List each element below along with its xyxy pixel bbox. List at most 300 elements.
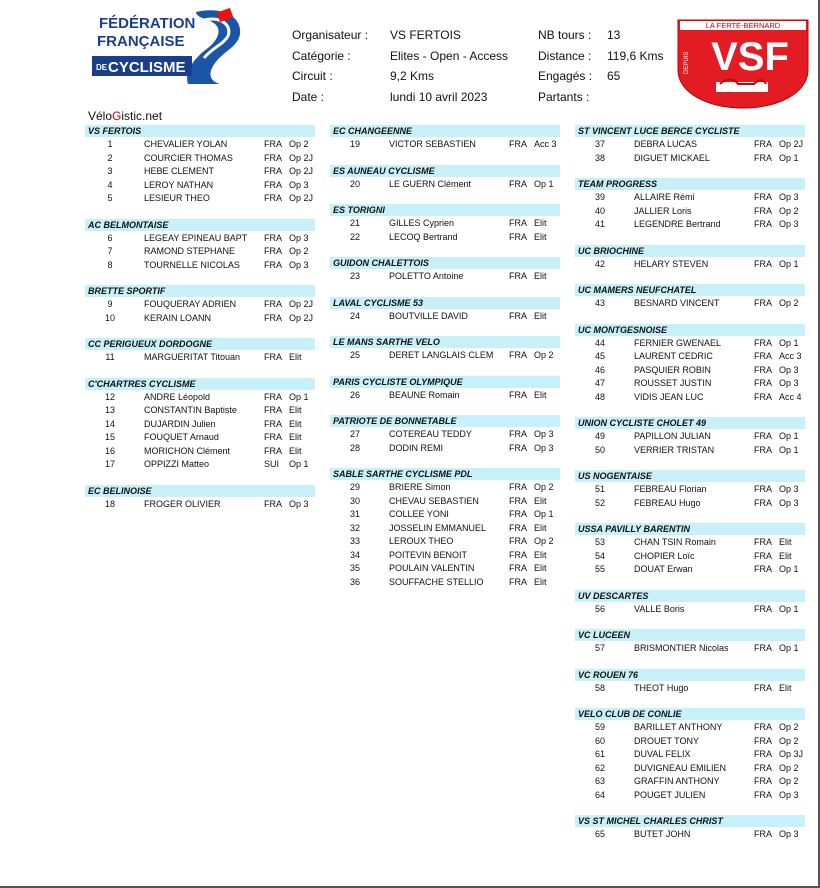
rider-category: Op 2 bbox=[289, 246, 309, 256]
bib-number: 15 bbox=[104, 432, 115, 442]
rider-category: Elit bbox=[779, 682, 792, 693]
rider-row bbox=[330, 231, 560, 245]
rider-category: Op 2J bbox=[289, 299, 314, 309]
rider-row bbox=[330, 270, 560, 284]
rider-nationality: FRA bbox=[509, 350, 527, 360]
rider-row bbox=[575, 748, 805, 762]
bib-number: 62 bbox=[594, 762, 605, 773]
rider-row bbox=[575, 430, 805, 444]
rider-name: POUGET JULIEN bbox=[634, 789, 706, 800]
bib-number: 55 bbox=[594, 564, 605, 574]
rider-category: Elit bbox=[534, 522, 547, 533]
rider-category: Elit bbox=[534, 576, 547, 587]
rider-row bbox=[330, 138, 560, 152]
rider-name: CONSTANTIN Baptiste bbox=[144, 405, 237, 415]
info-value: lundi 10 avril 2023 bbox=[390, 90, 488, 104]
bib-number: 45 bbox=[594, 351, 605, 361]
bib-number: 29 bbox=[349, 482, 360, 492]
rider-nationality: FRA bbox=[754, 776, 772, 786]
rider-name: ANDRE Léopold bbox=[144, 391, 211, 402]
vsf-side-text: DEPUIS bbox=[684, 51, 690, 74]
rider-nationality: FRA bbox=[509, 522, 527, 533]
team-block bbox=[330, 336, 560, 363]
team-name: GUIDON CHALETTOIS bbox=[330, 257, 560, 269]
rider-category: Elit bbox=[534, 563, 547, 573]
team-block bbox=[575, 590, 805, 617]
team-name: C'CHARTRES CYCLISME bbox=[85, 378, 315, 390]
rider-name: DEBRA LUCAS bbox=[634, 139, 698, 149]
rider-name: FERNIER GWENAEL bbox=[634, 337, 722, 348]
rider-nationality: FRA bbox=[754, 749, 772, 759]
bib-number: 35 bbox=[349, 563, 360, 573]
rider-category: Op 3 bbox=[534, 429, 554, 439]
rider-category: Op 1 bbox=[779, 643, 799, 653]
rider-name: ALLAIRE Rémi bbox=[634, 192, 695, 202]
rider-row bbox=[85, 152, 315, 166]
bib-number: 42 bbox=[594, 258, 605, 269]
rider-name: RAMOND STEPHANE bbox=[144, 246, 236, 256]
bib-number: 1 bbox=[107, 139, 113, 149]
rider-row bbox=[330, 178, 560, 192]
bib-number: 9 bbox=[107, 299, 113, 309]
start-list-column-1 bbox=[85, 125, 315, 524]
rider-name: CHOPIER Loïc bbox=[634, 550, 695, 561]
rider-name: BOUTVILLE DAVID bbox=[389, 310, 468, 321]
rider-category: Elit bbox=[534, 310, 547, 321]
rider-name: FEBREAU Florian bbox=[634, 484, 707, 494]
rider-row bbox=[330, 495, 560, 509]
rider-row bbox=[85, 165, 315, 179]
rider-category: Acc 3 bbox=[779, 351, 802, 361]
team-block bbox=[575, 245, 805, 272]
bib-number: 26 bbox=[349, 389, 360, 400]
rider-category: Op 3 bbox=[779, 829, 799, 839]
rider-nationality: FRA bbox=[264, 166, 282, 176]
rider-category: Op 2 bbox=[534, 482, 554, 492]
rider-nationality: FRA bbox=[509, 563, 527, 573]
rider-category: Op 1 bbox=[779, 152, 799, 163]
bib-number: 6 bbox=[107, 232, 113, 243]
rider-category: Op 2 bbox=[779, 762, 799, 773]
rider-nationality: FRA bbox=[754, 497, 772, 508]
bib-number: 50 bbox=[594, 444, 605, 455]
info-label: Distance : bbox=[538, 49, 592, 63]
team-block bbox=[330, 125, 560, 152]
team-block bbox=[575, 815, 805, 842]
velogistic-link[interactable] bbox=[88, 109, 162, 123]
rider-category: Op 2 bbox=[534, 350, 554, 360]
rider-category: Op 2 bbox=[779, 205, 799, 216]
bib-number: 17 bbox=[104, 459, 115, 469]
info-value: 9,2 Kms bbox=[390, 69, 435, 83]
ffc-line-2: FRANÇAISE bbox=[97, 33, 185, 50]
rider-row bbox=[575, 536, 805, 550]
rider-nationality: FRA bbox=[754, 139, 772, 149]
rider-category: Op 2 bbox=[779, 776, 799, 786]
rider-row bbox=[330, 389, 560, 403]
team-block bbox=[330, 165, 560, 192]
bib-number: 51 bbox=[594, 484, 605, 494]
team-block bbox=[575, 417, 805, 457]
ffc-line-1: FÉDÉRATION bbox=[99, 15, 196, 32]
bib-number: 5 bbox=[107, 193, 113, 203]
rider-row bbox=[330, 349, 560, 363]
rider-nationality: FRA bbox=[264, 405, 282, 415]
rider-category: Op 3 bbox=[779, 378, 799, 388]
bib-number: 18 bbox=[104, 498, 115, 509]
rider-category: Elit bbox=[289, 418, 302, 429]
rider-category: Op 1 bbox=[534, 178, 554, 189]
team-block bbox=[575, 523, 805, 577]
rider-nationality: FRA bbox=[754, 484, 772, 494]
rider-category: Elit bbox=[534, 218, 547, 228]
rider-nationality: FRA bbox=[264, 498, 282, 509]
team-name: ST VINCENT LUCE BERCE CYCLISTE bbox=[575, 125, 805, 137]
rider-nationality: FRA bbox=[754, 643, 772, 653]
team-block bbox=[85, 125, 315, 206]
rider-nationality: FRA bbox=[754, 722, 772, 732]
info-label: Circuit : bbox=[292, 69, 333, 83]
rider-name: VICTOR SEBASTIEN bbox=[389, 139, 476, 149]
team-block bbox=[85, 338, 315, 365]
rider-category: Op 3 bbox=[779, 192, 799, 202]
rider-category: Op 2 bbox=[289, 139, 309, 149]
rider-name: BARILLET ANTHONY bbox=[634, 722, 723, 732]
bib-number: 48 bbox=[594, 391, 605, 402]
rider-name: POULAIN VALENTIN bbox=[389, 563, 475, 573]
rider-row bbox=[575, 444, 805, 458]
bib-number: 40 bbox=[594, 205, 605, 216]
rider-name: POLETTO Antoine bbox=[389, 271, 464, 281]
rider-name: DUVIGNEAU EMILIEN bbox=[634, 762, 727, 773]
ffc-logo-graphic bbox=[92, 8, 252, 84]
bib-number: 11 bbox=[105, 352, 115, 362]
rider-row bbox=[575, 550, 805, 564]
rider-name: JOSSELIN EMMANUEL bbox=[389, 522, 487, 533]
info-label: Catégorie : bbox=[292, 49, 351, 63]
rider-nationality: FRA bbox=[264, 193, 282, 203]
rider-row bbox=[330, 576, 560, 590]
rider-row bbox=[575, 682, 805, 696]
rider-row bbox=[575, 775, 805, 789]
info-value: Elites - Open - Access bbox=[390, 49, 509, 63]
rider-nationality: FRA bbox=[264, 246, 282, 256]
rider-row bbox=[85, 498, 315, 512]
team-block bbox=[575, 125, 805, 165]
bib-number: 14 bbox=[104, 418, 115, 429]
bib-number: 24 bbox=[349, 310, 360, 321]
rider-nationality: FRA bbox=[754, 682, 772, 693]
rider-nationality: FRA bbox=[264, 139, 282, 149]
rider-row bbox=[575, 789, 805, 803]
rider-category: Op 3 bbox=[779, 484, 799, 494]
bib-number: 8 bbox=[107, 259, 113, 270]
rider-row bbox=[575, 642, 805, 656]
bib-number: 64 bbox=[594, 789, 605, 800]
team-block bbox=[85, 378, 315, 472]
team-name: TEAM PROGRESS bbox=[575, 178, 805, 190]
rider-category: Elit bbox=[289, 405, 302, 415]
bib-number: 56 bbox=[594, 603, 605, 614]
rider-nationality: FRA bbox=[754, 735, 772, 746]
team-block bbox=[575, 470, 805, 510]
rider-category: Elit bbox=[534, 389, 547, 400]
rider-name: LESIEUR THEO bbox=[144, 193, 210, 203]
rider-row bbox=[330, 549, 560, 563]
rider-nationality: FRA bbox=[509, 310, 527, 321]
rider-nationality: FRA bbox=[754, 219, 772, 229]
team-name: USSA PAVILLY BARENTIN bbox=[575, 523, 805, 535]
team-block bbox=[330, 468, 560, 589]
bib-number: 41 bbox=[594, 219, 605, 229]
rider-name: ROUSSET JUSTIN bbox=[634, 378, 712, 388]
team-block bbox=[330, 297, 560, 324]
rider-category: Op 2 bbox=[779, 722, 799, 732]
rider-nationality: FRA bbox=[509, 429, 527, 439]
rider-row bbox=[85, 312, 315, 326]
rider-row bbox=[330, 535, 560, 549]
team-name: VC ROUEN 76 bbox=[575, 669, 805, 681]
rider-row bbox=[85, 298, 315, 312]
rider-nationality: FRA bbox=[754, 537, 772, 547]
rider-category: Acc 3 bbox=[534, 139, 557, 149]
rider-category: Elit bbox=[289, 432, 302, 442]
rider-row bbox=[575, 603, 805, 617]
rider-nationality: FRA bbox=[509, 178, 527, 189]
info-value: 13 bbox=[607, 28, 621, 42]
rider-nationality: FRA bbox=[509, 442, 527, 453]
info-label: Partants : bbox=[538, 90, 590, 104]
bib-number: 39 bbox=[594, 192, 605, 202]
team-name: BRETTE SPORTIF bbox=[85, 285, 315, 297]
rider-row bbox=[85, 431, 315, 445]
team-block bbox=[330, 376, 560, 403]
rider-nationality: FRA bbox=[754, 205, 772, 216]
rider-row bbox=[85, 179, 315, 193]
rider-category: Op 3 bbox=[779, 364, 799, 375]
rider-name: DODIN REMI bbox=[389, 442, 443, 453]
team-name: PARIS CYCLISTE OLYMPIQUE bbox=[330, 376, 560, 388]
rider-name: VIDIS JEAN LUC bbox=[634, 391, 704, 402]
rider-category: Op 1 bbox=[289, 391, 309, 402]
bib-number: 37 bbox=[594, 139, 605, 149]
bib-number: 31 bbox=[349, 509, 360, 519]
velogistic-part-b: G bbox=[112, 109, 122, 123]
rider-name: OPPIZZI Matteo bbox=[144, 459, 210, 469]
info-label: Engagés : bbox=[538, 69, 593, 83]
rider-category: Op 3 bbox=[779, 789, 799, 800]
rider-name: KERAIN LOANN bbox=[144, 312, 212, 323]
rider-category: Elit bbox=[779, 550, 792, 561]
rider-name: LECOQ Bertrand bbox=[389, 231, 458, 242]
rider-name: FROGER OLIVIER bbox=[144, 498, 221, 509]
rider-nationality: FRA bbox=[754, 258, 772, 269]
rider-name: LEGEAY EPINEAU BAPT bbox=[144, 232, 248, 243]
rider-nationality: FRA bbox=[754, 152, 772, 163]
rider-row bbox=[85, 232, 315, 246]
bib-number: 36 bbox=[349, 576, 360, 587]
team-block bbox=[330, 415, 560, 455]
rider-row bbox=[330, 508, 560, 522]
rider-name: JALLIER Loris bbox=[634, 205, 692, 216]
rider-name: LEROY NATHAN bbox=[144, 179, 214, 190]
rider-category: Op 2 bbox=[779, 735, 799, 746]
team-name: UNION CYCLISTE CHOLET 49 bbox=[575, 417, 805, 429]
bib-number: 25 bbox=[349, 350, 360, 360]
rider-row bbox=[330, 442, 560, 456]
vsf-club-logo bbox=[676, 18, 810, 110]
team-block bbox=[575, 629, 805, 656]
rider-name: MORICHON Clément bbox=[144, 445, 231, 456]
rider-category: Elit bbox=[779, 537, 792, 547]
rider-row bbox=[85, 245, 315, 259]
start-list-column-3 bbox=[575, 125, 805, 855]
rider-category: Op 1 bbox=[534, 509, 554, 519]
rider-row bbox=[575, 497, 805, 511]
rider-name: COLLEE YONI bbox=[389, 509, 449, 519]
bib-number: 61 bbox=[594, 749, 605, 759]
bib-number: 59 bbox=[594, 722, 605, 732]
rider-category: Op 2J bbox=[289, 152, 314, 163]
bib-number: 58 bbox=[594, 682, 605, 693]
rider-nationality: FRA bbox=[754, 351, 772, 361]
rider-row bbox=[85, 138, 315, 152]
team-block bbox=[85, 285, 315, 325]
rider-row bbox=[85, 458, 315, 472]
rider-category: Op 1 bbox=[779, 564, 799, 574]
vsf-letters: VSF bbox=[711, 35, 789, 79]
rider-row bbox=[85, 351, 315, 365]
rider-category: Op 2J bbox=[289, 193, 314, 203]
info-label: Organisateur : bbox=[292, 28, 369, 42]
rider-row bbox=[575, 721, 805, 735]
rider-category: Op 2J bbox=[779, 139, 804, 149]
rider-category: Op 3 bbox=[289, 498, 309, 509]
bib-number: 60 bbox=[594, 735, 605, 746]
bib-number: 38 bbox=[594, 152, 605, 163]
rider-nationality: FRA bbox=[754, 192, 772, 202]
rider-nationality: FRA bbox=[509, 218, 527, 228]
bib-number: 52 bbox=[594, 497, 605, 508]
rider-row bbox=[575, 337, 805, 351]
rider-name: BESNARD VINCENT bbox=[634, 298, 720, 308]
rider-name: LE GUERN Clément bbox=[389, 178, 472, 189]
rider-category: Op 3 bbox=[289, 259, 309, 270]
rider-nationality: FRA bbox=[509, 482, 527, 492]
bib-number: 7 bbox=[107, 246, 113, 256]
rider-name: HELARY STEVEN bbox=[634, 258, 709, 269]
rider-name: BUTET JOHN bbox=[634, 829, 691, 839]
rider-row bbox=[575, 563, 805, 577]
rider-name: DUVAL FELIX bbox=[634, 749, 691, 759]
rider-category: Elit bbox=[289, 445, 302, 456]
rider-nationality: FRA bbox=[264, 432, 282, 442]
rider-name: PASQUIER ROBIN bbox=[634, 364, 711, 375]
rider-row bbox=[85, 418, 315, 432]
rider-category: Op 1 bbox=[779, 258, 799, 269]
rider-name: BRIERE Simon bbox=[389, 482, 451, 492]
rider-nationality: FRA bbox=[509, 231, 527, 242]
rider-name: THEOT Hugo bbox=[634, 682, 689, 693]
rider-row bbox=[575, 828, 805, 842]
rider-row bbox=[330, 522, 560, 536]
rider-nationality: FRA bbox=[509, 495, 527, 506]
rider-name: LEROUX THEO bbox=[389, 536, 454, 546]
ffc-logo bbox=[92, 8, 252, 84]
rider-row bbox=[330, 428, 560, 442]
team-name: CC PERIGUEUX DORDOGNE bbox=[85, 338, 315, 350]
bib-number: 53 bbox=[594, 537, 605, 547]
info-value: 65 bbox=[607, 69, 621, 83]
rider-category: Elit bbox=[534, 495, 547, 506]
rider-name: VALLE Boris bbox=[634, 603, 685, 614]
rider-nationality: FRA bbox=[264, 179, 282, 190]
rider-nationality: FRA bbox=[754, 431, 772, 441]
rider-name: FOUQUET Arnaud bbox=[144, 432, 219, 442]
bib-number: 2 bbox=[107, 152, 113, 163]
team-name: SABLE SARTHE CYCLISME PDL bbox=[330, 468, 560, 480]
bib-number: 21 bbox=[349, 218, 360, 228]
info-value: 119,6 Kms bbox=[607, 49, 664, 63]
rider-category: Op 1 bbox=[779, 444, 799, 455]
bib-number: 13 bbox=[104, 405, 115, 415]
bib-number: 33 bbox=[349, 536, 360, 546]
rider-name: CHAN TSIN Romain bbox=[634, 537, 716, 547]
rider-name: GRAFFIN ANTHONY bbox=[634, 776, 720, 786]
rider-nationality: FRA bbox=[509, 549, 527, 560]
rider-name: PAPILLON JULIAN bbox=[634, 431, 711, 441]
rider-category: Op 1 bbox=[779, 431, 799, 441]
rider-name: DOUAT Erwan bbox=[634, 564, 693, 574]
bib-number: 16 bbox=[104, 445, 115, 456]
velogistic-part-a: Vélo bbox=[88, 109, 113, 123]
rider-nationality: FRA bbox=[509, 536, 527, 546]
rider-nationality: FRA bbox=[754, 298, 772, 308]
team-name: VS FERTOIS bbox=[85, 125, 315, 137]
rider-category: Op 2J bbox=[289, 312, 314, 323]
rider-name: LAURENT CEDRIC bbox=[634, 351, 713, 361]
rider-name: COTEREAU TEDDY bbox=[389, 429, 472, 439]
bib-number: 12 bbox=[104, 391, 115, 402]
rider-nationality: SUI bbox=[264, 459, 280, 469]
rider-nationality: FRA bbox=[264, 391, 282, 402]
rider-row bbox=[575, 735, 805, 749]
rider-nationality: FRA bbox=[509, 139, 527, 149]
rider-nationality: FRA bbox=[509, 509, 527, 519]
team-name: EC BELINOISE bbox=[85, 485, 315, 497]
rider-nationality: FRA bbox=[754, 391, 772, 402]
team-name: AC BELMONTAISE bbox=[85, 219, 315, 231]
rider-nationality: FRA bbox=[264, 259, 282, 270]
rider-row bbox=[330, 217, 560, 231]
team-block bbox=[575, 284, 805, 311]
rider-nationality: FRA bbox=[754, 564, 772, 574]
rider-category: Op 1 bbox=[289, 459, 309, 469]
rider-row bbox=[85, 192, 315, 206]
rider-name: DROUET TONY bbox=[634, 735, 700, 746]
team-block bbox=[575, 324, 805, 405]
bib-number: 57 bbox=[594, 643, 605, 653]
rider-name: MARGUERITAT Titouan bbox=[144, 352, 241, 362]
rider-row bbox=[330, 481, 560, 495]
team-name: US NOGENTAISE bbox=[575, 470, 805, 482]
rider-nationality: FRA bbox=[264, 232, 282, 243]
ffc-line-3: DE bbox=[96, 63, 108, 72]
rider-row bbox=[575, 377, 805, 391]
rider-name: DIGUET MICKAEL bbox=[634, 152, 710, 163]
rider-category: Op 3 bbox=[289, 232, 309, 243]
rider-row bbox=[575, 350, 805, 364]
